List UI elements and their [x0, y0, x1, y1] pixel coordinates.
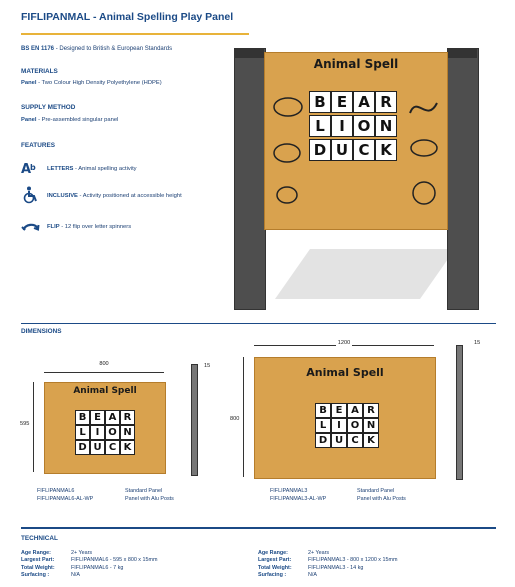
large-height-label: 800 [230, 416, 240, 422]
large-depth-label: 15 [474, 340, 481, 346]
word-row-lion [309, 115, 405, 139]
feature-inclusive-label: INCLUSIVE [47, 193, 78, 199]
right-post-cap [447, 48, 477, 58]
supply-text: - Pre-assembled singular panel [38, 117, 119, 123]
left-post [234, 48, 266, 310]
technical-labels-right: Age Range: Largest Part: Total Weight: Surfacing : [258, 550, 292, 579]
large-panel [254, 357, 436, 479]
materials-text: - Two Colour High Density Polyethylene (HDPE) [38, 80, 162, 86]
dimensions-heading: DIMENSIONS [21, 328, 62, 335]
standard-line [21, 46, 172, 52]
feature-flip-label: FLIP [47, 224, 60, 230]
large-width-label: 1200 [337, 340, 351, 346]
letter-tile: R [120, 410, 135, 425]
small-desc-standard: Standard Panel [125, 488, 163, 494]
animal-doodles-left [271, 93, 305, 213]
feature-letters-text: - Animal spelling activity [75, 166, 137, 172]
word-row-bear [309, 91, 405, 115]
page-title [21, 11, 233, 23]
letter-tile[interactable]: K [375, 139, 397, 161]
technical-rule [21, 527, 496, 529]
letter-tile[interactable]: A [353, 91, 375, 113]
letter-tile: N [120, 425, 135, 440]
letter-tile: B [75, 410, 90, 425]
panel-board [264, 52, 448, 230]
letter-tile: B [315, 403, 331, 418]
small-width-label: 800 [99, 361, 109, 367]
supply-heading: SUPPLY METHOD [21, 104, 76, 111]
feature-flip [47, 224, 131, 230]
letter-tile[interactable]: O [353, 115, 375, 137]
letter-tile: R [363, 403, 379, 418]
feature-letters-label: LETTERS [47, 166, 74, 172]
small-panel [44, 382, 166, 474]
technical-values-right: 2+ Years FIFLIPANMAL3 - 800 x 1200 x 15mm FIFLIPANMAL3 - 14 kg N/A [308, 550, 398, 579]
small-height-label: 595 [20, 421, 30, 427]
materials-label: Panel [21, 80, 37, 86]
technical-labels-left: Age Range: Largest Part: Total Weight: Surfacing : [21, 550, 55, 579]
small-depth-label: 15 [204, 363, 211, 369]
svg-text:A: A [21, 162, 32, 176]
supply-label: Panel [21, 117, 37, 123]
feature-inclusive [47, 193, 182, 199]
letter-grid [309, 91, 405, 163]
letter-tile: A [347, 403, 363, 418]
small-descs [125, 487, 174, 503]
letter-tile: D [75, 440, 90, 455]
small-height-line [33, 382, 34, 472]
svg-text:b: b [30, 163, 36, 172]
large-descs [357, 487, 406, 503]
letter-tile: D [315, 433, 331, 448]
letter-tile[interactable]: B [309, 91, 331, 113]
large-code-standard: FIFLIPANMAL3 [270, 488, 308, 494]
standard-text: - Designed to British & European Standards [55, 46, 173, 52]
left-post-cap [234, 48, 264, 58]
letter-tile[interactable]: L [309, 115, 331, 137]
letter-tile: K [363, 433, 379, 448]
dimensions-rule [21, 323, 496, 324]
feature-letters [47, 166, 137, 172]
large-letter-grid [315, 400, 383, 445]
large-side-profile [456, 345, 463, 480]
letter-tile: C [105, 440, 120, 455]
letter-tile: N [363, 418, 379, 433]
letter-tile[interactable]: I [331, 115, 353, 137]
letter-tile: L [315, 418, 331, 433]
letter-tile: I [331, 418, 347, 433]
standard-code: BS EN 1176 [21, 46, 55, 52]
title-underline [21, 33, 249, 35]
word-row-duck [309, 139, 405, 163]
large-codes [270, 487, 326, 503]
features-heading: FEATURES [21, 142, 55, 149]
supply-line [21, 117, 118, 123]
materials-line [21, 80, 162, 86]
large-code-alu: FIFLIPANMAL3-AL-WP [270, 496, 327, 502]
letter-tile: O [105, 425, 120, 440]
letter-tile[interactable]: N [375, 115, 397, 137]
letter-tile: U [331, 433, 347, 448]
animal-doodles-right [407, 93, 441, 213]
letter-tile: E [90, 410, 105, 425]
letter-tile[interactable]: E [331, 91, 353, 113]
small-width-line [44, 372, 164, 373]
letter-tile[interactable]: C [353, 139, 375, 161]
wheelchair-icon [22, 186, 40, 204]
letter-tile: K [120, 440, 135, 455]
small-panel-title: Animal Spell [73, 386, 137, 396]
letter-tile[interactable]: D [309, 139, 331, 161]
small-codes [37, 487, 93, 503]
small-letter-grid [75, 407, 139, 452]
product-code: FIFLIPANMAL [21, 11, 91, 23]
feature-inclusive-text: - Activity positioned at accessible height [79, 193, 182, 199]
letter-tile: I [90, 425, 105, 440]
product-name: Animal Spelling Play Panel [98, 11, 234, 23]
right-post [447, 48, 479, 310]
shadow-shape [270, 244, 460, 304]
small-code-standard: FIFLIPANMAL6 [37, 488, 75, 494]
small-desc-alu: Panel with Alu Posts [125, 496, 174, 502]
small-side-profile [191, 364, 198, 476]
letter-tile: L [75, 425, 90, 440]
letter-tile: C [347, 433, 363, 448]
large-desc-alu: Panel with Alu Posts [357, 496, 406, 502]
small-code-alu: FIFLIPANMAL6-AL-WP [37, 496, 94, 502]
letter-tile[interactable]: R [375, 91, 397, 113]
materials-heading: MATERIALS [21, 68, 58, 75]
flip-icon [21, 221, 41, 235]
large-panel-title: Animal Spell [306, 366, 384, 379]
title-separator: - [90, 11, 99, 23]
letter-tile[interactable]: U [331, 139, 353, 161]
letter-tile: O [347, 418, 363, 433]
panel-title: Animal Spell [313, 57, 399, 71]
large-desc-standard: Standard Panel [357, 488, 395, 494]
letter-tile: E [331, 403, 347, 418]
technical-heading: TECHNICAL [21, 535, 58, 542]
product-image [230, 48, 500, 313]
feature-flip-text: - 12 flip over letter spinners [61, 224, 132, 230]
technical-values-left: 2+ Years FIFLIPANMAL6 - 595 x 800 x 15mm FIFLIPANMAL6 - 7 kg N/A [71, 550, 158, 579]
letters-icon [21, 160, 41, 176]
letter-tile: A [105, 410, 120, 425]
letter-tile: U [90, 440, 105, 455]
large-height-line [243, 357, 244, 477]
